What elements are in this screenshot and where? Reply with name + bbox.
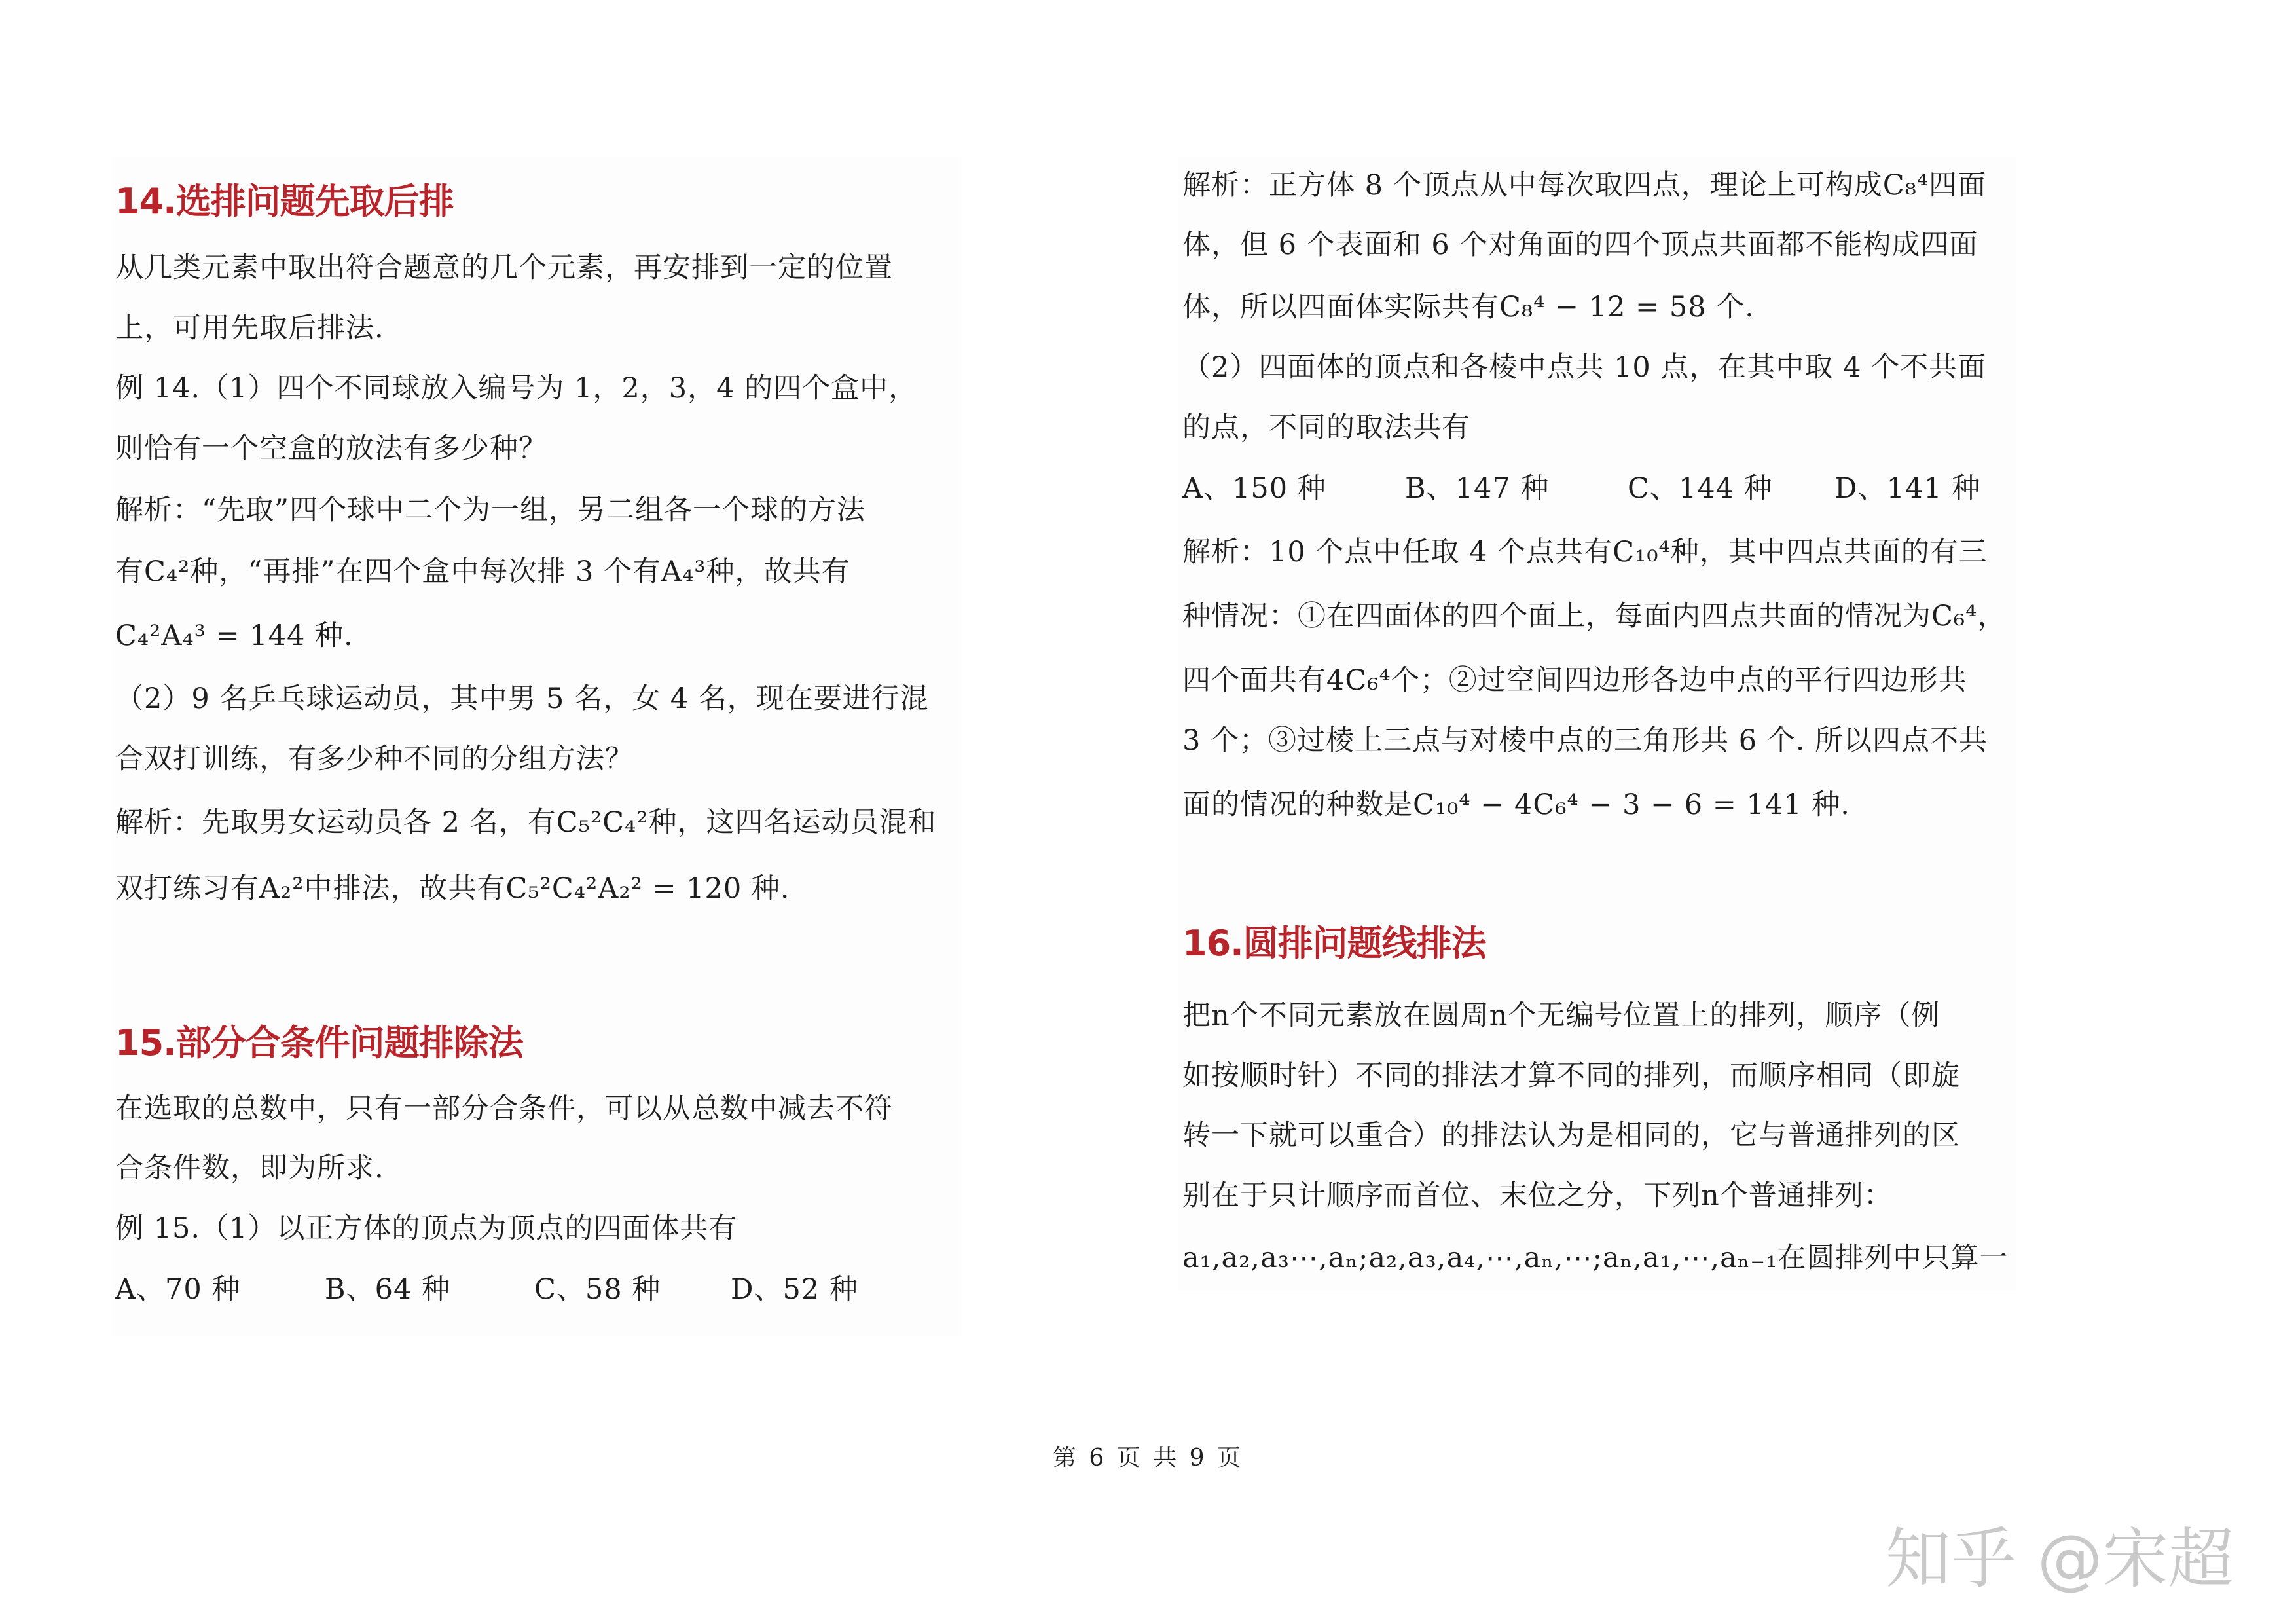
r-option-a: A、150 种 (1182, 472, 1326, 505)
s14-line-8: （2）9 名乒乓球运动员，其中男 5 名，女 4 名，现在要进行混 (115, 682, 929, 715)
r-option-d: D、141 种 (1834, 472, 1981, 505)
r-option-b: B、147 种 (1405, 472, 1550, 505)
r-option-c: C、144 种 (1628, 472, 1773, 505)
r-line-3: 体，所以四面体实际共有C₈⁴ − 12 = 58 个. (1182, 291, 1755, 323)
s14-line-9: 合双打训练，有多少种不同的分组方法？ (115, 743, 634, 775)
section-15-title: 15.部分合条件问题排除法 (115, 1022, 523, 1063)
s14-line-11: 双打练习有A₂²中排法，故共有C₅²C₄²A₂² = 120 种. (115, 872, 790, 905)
r-options (1182, 472, 1981, 505)
r-line-8: 四个面共有4C₆⁴个；②过空间四边形各边中点的平行四边形共 (1182, 664, 1967, 697)
s14-line-7: C₄²A₄³ = 144 种. (115, 619, 354, 652)
s15-options (115, 1273, 858, 1306)
s15-option-b: B、64 种 (325, 1273, 450, 1306)
s14-line-3: 例 14.（1）四个不同球放入编号为 1，2，3，4 的四个盒中， (115, 372, 918, 405)
s14-line-4: 则恰有一个空盒的放法有多少种？ (115, 432, 547, 465)
s14-line-6: 有C₄²种，“再排”在四个盒中每次排 3 个有A₄³种，故共有 (115, 555, 850, 588)
s15-option-c: C、58 种 (534, 1273, 661, 1306)
s15-option-d: D、52 种 (731, 1273, 858, 1306)
section-16-title: 16.圆排问题线排法 (1182, 923, 1486, 964)
page-footer: 第 6 页 共 9 页 (1052, 1445, 1244, 1471)
left-column (111, 157, 962, 1336)
s15-line-3: 例 15.（1）以正方体的顶点为顶点的四面体共有 (115, 1212, 738, 1245)
r-line-7: 种情况：①在四面体的四个面上，每面内四点共面的情况为C₆⁴， (1182, 600, 2007, 633)
r-line-1: 解析：正方体 8 个顶点从中每次取四点，理论上可构成C₈⁴四面 (1182, 169, 1987, 202)
s16-line-4: 别在于只计顺序而首位、末位之分，下列n个普通排列： (1182, 1179, 1893, 1212)
s14-line-2: 上，可用先取后排法. (115, 312, 384, 344)
r-line-6: 解析：10 个点中任取 4 个点共有C₁₀⁴种，其中四点共面的有三 (1182, 536, 1988, 568)
s16-line-1: 把n个不同元素放在圆周n个无编号位置上的排列，顺序（例 (1182, 999, 1941, 1032)
r-line-5: 的点，不同的取法共有 (1182, 411, 1470, 444)
r-line-2: 体，但 6 个表面和 6 个对角面的四个顶点共面都不能构成四面 (1182, 229, 1978, 261)
s15-line-1: 在选取的总数中，只有一部分合条件，可以从总数中减去不符 (115, 1092, 893, 1125)
s14-line-10: 解析：先取男女运动员各 2 名，有C₅²C₄²种，这四名运动员混和 (115, 806, 937, 839)
s16-line-3: 转一下就可以重合）的排法认为是相同的，它与普通排列的区 (1182, 1119, 1960, 1152)
r-line-10: 面的情况的种数是C₁₀⁴ − 4C₆⁴ − 3 − 6 = 141 种. (1182, 788, 1850, 821)
s15-option-a: A、70 种 (115, 1273, 241, 1306)
s14-line-5: 解析：“先取”四个球中二个为一组，另二组各一个球的方法 (115, 494, 866, 526)
s16-line-2: 如按顺时针）不同的排法才算不同的排列，而顺序相同（即旋 (1182, 1060, 1960, 1092)
s15-line-2: 合条件数，即为所求. (115, 1152, 384, 1185)
right-column (1178, 157, 2016, 1290)
r-line-9: 3 个；③过棱上三点与对棱中点的三角形共 6 个. 所以四点不共 (1182, 724, 1988, 757)
s14-line-1: 从几类元素中取出符合题意的几个元素，再安排到一定的位置 (115, 251, 893, 284)
r-line-4: （2）四面体的顶点和各棱中点共 10 点，在其中取 4 个不共面 (1182, 351, 1987, 384)
s16-line-5: a₁,a₂,a₃⋯,aₙ;a₂,a₃,a₄,⋯,aₙ,⋯;aₙ,a₁,⋯,aₙ₋₁在圆排列中只算一 (1182, 1242, 2009, 1274)
section-14-title: 14.选排问题先取后排 (115, 181, 454, 222)
watermark: 知乎 @宋超 (1886, 1521, 2234, 1597)
